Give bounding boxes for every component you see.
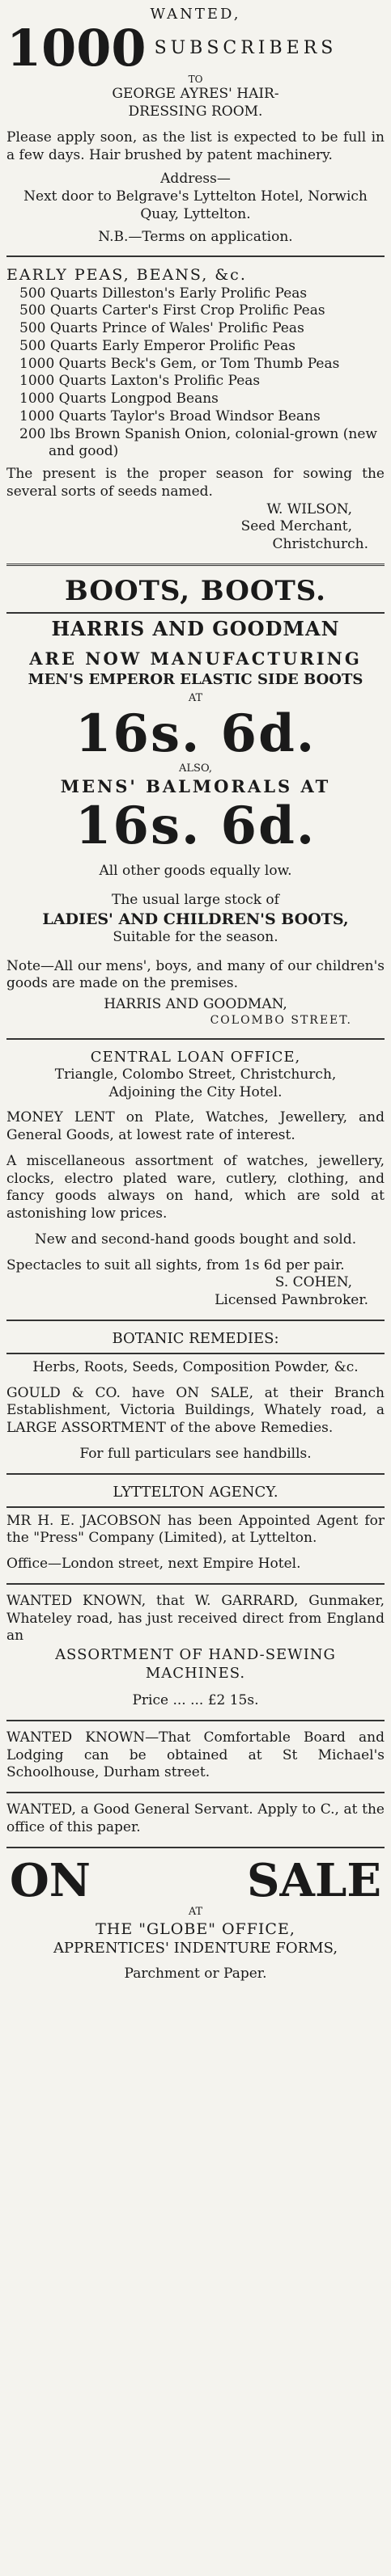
divider xyxy=(6,1720,385,1721)
boots-firm: HARRIS AND GOODMAN xyxy=(51,617,340,641)
agency-office: Office—London street, next Empire Hotel. xyxy=(6,1556,301,1573)
ad-seeds xyxy=(6,260,385,560)
terms-note: N.B.—Terms on application. xyxy=(98,228,293,245)
divider xyxy=(6,564,385,566)
agency-body: MR H. E. JACOBSON has been Appointed Agent for the "Press" Company (Limited), at Lyttelton. xyxy=(6,1512,385,1547)
boots-price2: 16s. 6d. xyxy=(74,795,317,856)
boots-line3: MENS' BALMORALS AT xyxy=(60,775,331,796)
loan-new: New and second-hand goods bought and sold. xyxy=(34,1231,357,1248)
sale-word: SALE xyxy=(247,1853,381,1907)
boots-signature: HARRIS AND GOODMAN, xyxy=(104,996,287,1013)
seeds-footer: The present is the proper season for sowing the several sorts of seeds named. xyxy=(6,466,385,500)
seed-item: 200 lbs Brown Spanish Onion, colonial-grown (new and good) xyxy=(19,425,377,460)
globe-office: THE "GLOBE" OFFICE, xyxy=(96,1919,295,1938)
big-number: 1000 xyxy=(6,19,147,78)
on-word: ON xyxy=(10,1853,91,1907)
address: Next door to Belgrave's Lyttelton Hotel, Norwich Quay, Lyttelton. xyxy=(23,188,368,222)
ad1-body: Please apply soon, as the list is expected to be full in a few days. Hair brushed by patent machinery. xyxy=(6,129,385,163)
seeds-role: Seed Merchant, xyxy=(240,518,352,535)
room-name: GEORGE AYRES' HAIR-DRESSING ROOM. xyxy=(112,86,279,120)
boots-at: AT xyxy=(188,692,203,705)
loan-adjoining: Adjoining the City Hotel. xyxy=(108,1083,283,1100)
boots-heading: BOOTS, BOOTS. xyxy=(64,574,326,607)
globe-forms: APPRENTICES' INDENTURE FORMS, xyxy=(53,1940,338,1957)
divider xyxy=(6,255,385,257)
seed-item: 500 Quarts Early Emperor Prolific Peas xyxy=(19,337,295,354)
seed-item: 500 Quarts Carter's First Crop Prolific Peas xyxy=(19,302,325,319)
globe-material: Parchment or Paper. xyxy=(124,1966,267,1983)
ad-board-lodging xyxy=(6,1725,385,1788)
sewing-body: WANTED KNOWN, that W. GARRARD, Gunmaker, Whateley road, has just received direct from England an xyxy=(6,1592,385,1645)
loan-role: Licensed Pawnbroker. xyxy=(215,1292,368,1308)
seed-item: 500 Quarts Dilleston's Early Prolific Peas xyxy=(19,285,308,302)
lodging-body: WANTED KNOWN—That Comfortable Board and Lodging can be obtained at St Michael's Schoolhouse, Durham street. xyxy=(6,1729,385,1781)
boots-price1: 16s. 6d. xyxy=(74,703,317,764)
ad-lyttelton-agency xyxy=(6,1478,385,1580)
divider xyxy=(6,1320,385,1321)
loan-title: CENTRAL LOAN OFFICE, xyxy=(90,1048,301,1066)
wanted-heading: WANTED, xyxy=(150,6,241,23)
boots-suitable: Suitable for the season. xyxy=(113,928,278,945)
loan-money: MONEY LENT on Plate, Watches, Jewellery, and General Goods, at lowest rate of interest. xyxy=(6,1109,385,1143)
ad-servant xyxy=(6,1797,385,1843)
boots-street: COLOMBO STREET. xyxy=(210,1013,352,1027)
seed-item: 1000 Quarts Beck's Gem, or Tom Thumb Peas xyxy=(19,355,340,372)
globe-at: AT xyxy=(188,1906,203,1919)
seed-item: 1000 Quarts Taylor's Broad Windsor Beans xyxy=(19,408,321,424)
seed-item: 1000 Quarts Laxton's Prolific Peas xyxy=(19,373,261,390)
loan-misc: A miscellaneous assortment of watches, jewellery, clocks, electro plated ware, cutlery, clothing, and fancy goods always on hand, which are sold at astonishing low prices. xyxy=(6,1152,385,1222)
seeds-place: Christchurch. xyxy=(272,536,368,553)
seed-item: 500 Quarts Prince of Wales' Prolific Peas xyxy=(19,320,304,337)
boots-note: Note—All our mens', boys, and many of our children's goods are made on the premises. xyxy=(6,957,385,992)
divider xyxy=(6,1847,385,1848)
botanic-footer: For full particulars see handbills. xyxy=(79,1445,312,1462)
boots-also: ALSO, xyxy=(179,762,212,775)
ad-globe-office xyxy=(6,1852,385,1990)
loan-spectacles: Spectacles to suit all sights, from 1s 6d per pair. xyxy=(6,1256,345,1273)
divider xyxy=(6,1506,385,1508)
divider xyxy=(6,1038,385,1040)
sewing-price: Price ... ... £2 15s. xyxy=(132,1692,259,1709)
boots-line1: ARE NOW MANUFACTURING xyxy=(29,648,362,669)
address-label: Address— xyxy=(160,171,231,188)
divider xyxy=(6,612,385,614)
seeds-title: EARLY PEAS, BEANS, &c. xyxy=(6,266,247,285)
loan-signature: S. COHEN, xyxy=(274,1274,352,1291)
ad-botanic xyxy=(6,1324,385,1470)
ad-boots xyxy=(6,569,385,1035)
botanic-body: GOULD & CO. have ON SALE, at their Branch Establishment, Victoria Buildings, Whately road, a LARGE ASSORTMENT of the above Remedies. xyxy=(6,1384,385,1437)
boots-line2: MEN'S EMPEROR ELASTIC SIDE BOOTS xyxy=(28,671,363,689)
boots-ladies: LADIES' AND CHILDREN'S BOOTS, xyxy=(42,910,349,928)
divider xyxy=(6,1792,385,1793)
seeds-signature: W. WILSON, xyxy=(266,500,352,517)
sewing-line2: ASSORTMENT OF HAND-SEWING xyxy=(55,1646,336,1664)
divider xyxy=(6,1473,385,1475)
boots-other: All other goods equally low. xyxy=(99,863,292,879)
subscribers-word: SUBSCRIBERS xyxy=(154,37,338,58)
botanic-title: BOTANIC REMEDIES: xyxy=(112,1329,279,1347)
botanic-items: Herbs, Roots, Seeds, Composition Powder, &c. xyxy=(32,1358,359,1375)
agency-title: LYTTELTON AGENCY. xyxy=(113,1483,278,1501)
on-sale-row xyxy=(6,1853,385,1907)
divider xyxy=(6,1353,385,1354)
to-word: TO xyxy=(188,74,203,86)
seed-item: 1000 Quarts Longpod Beans xyxy=(19,391,219,408)
subscribers-row xyxy=(6,19,385,78)
ad-hairdressing xyxy=(6,0,385,252)
servant-body: WANTED, a Good General Servant. Apply to C., at the office of this paper. xyxy=(6,1801,385,1835)
loan-location: Triangle, Colombo Street, Christchurch, xyxy=(54,1066,337,1083)
ad-loan-office xyxy=(6,1043,385,1316)
divider xyxy=(6,1583,385,1585)
sewing-line3: MACHINES. xyxy=(145,1665,246,1683)
ad-sewing-machines xyxy=(6,1588,385,1717)
subscribers-block xyxy=(155,38,338,59)
boots-usual: The usual large stock of xyxy=(112,891,279,908)
seed-list xyxy=(6,285,385,462)
